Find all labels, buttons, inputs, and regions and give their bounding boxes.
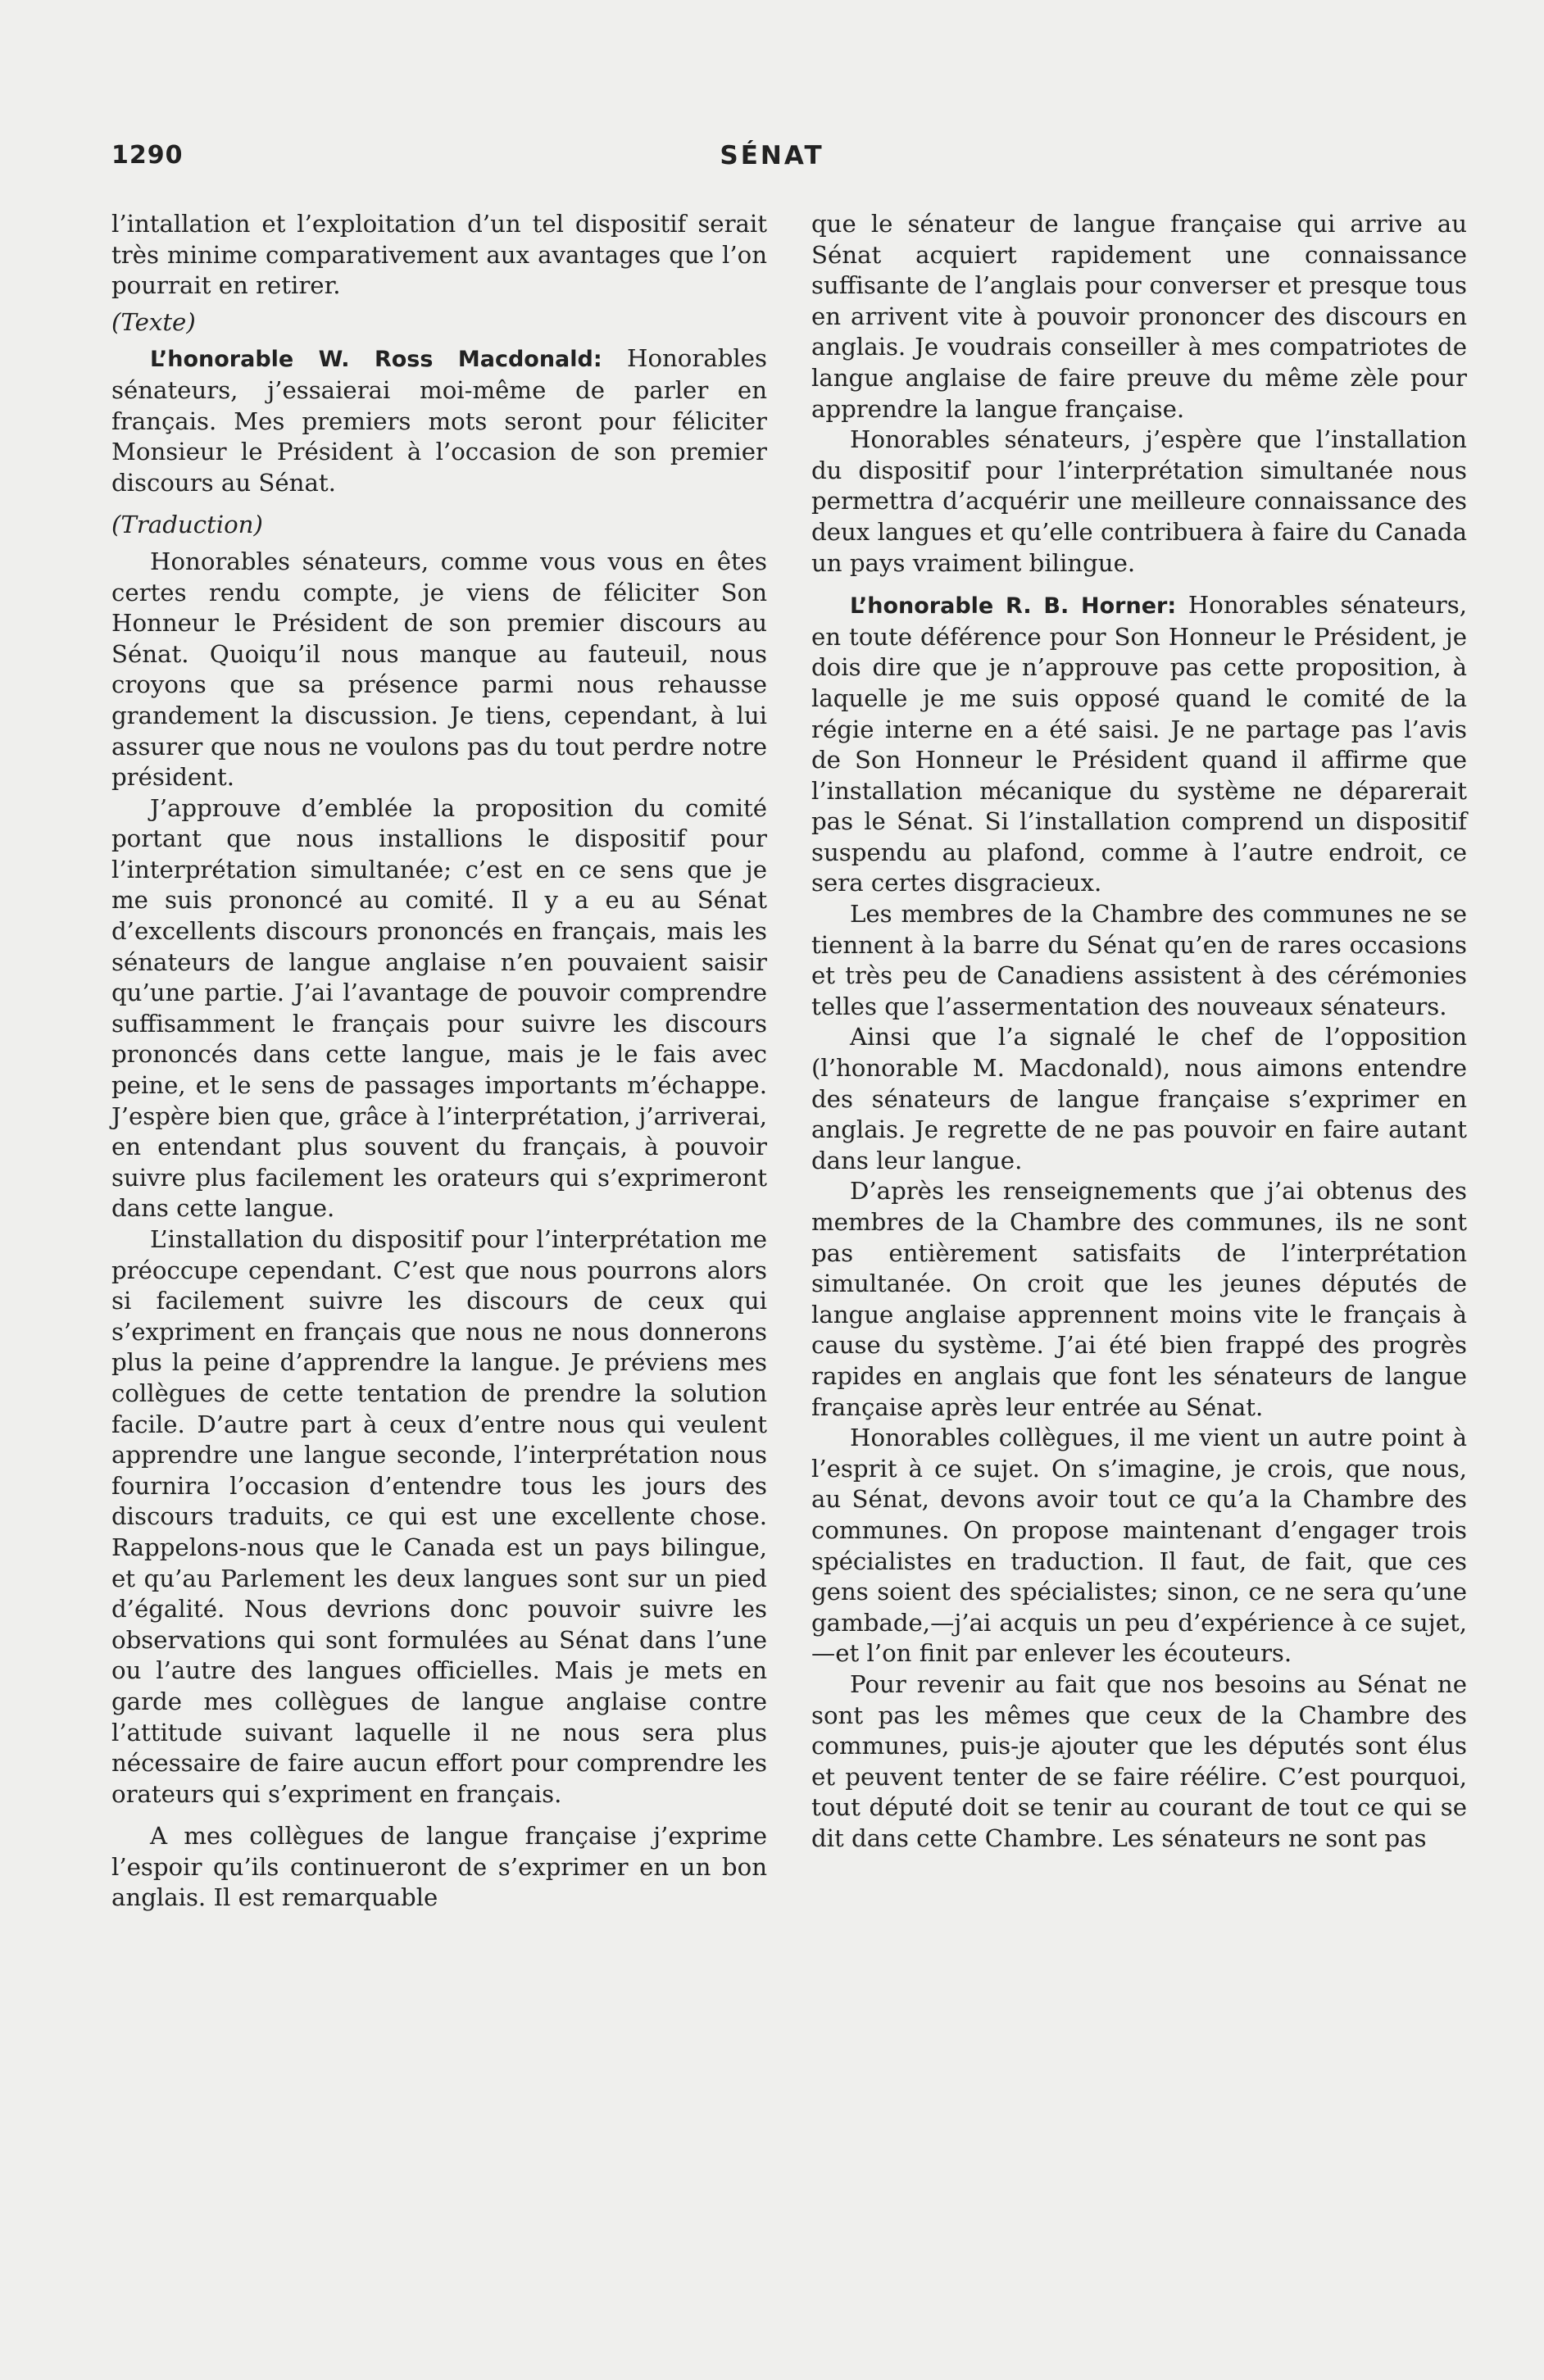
paragraph: que le sénateur de langue française qui arrive au Sénat acquiert rapidement une connaissance suffisante de l’anglais pour converser et presque tous en arrivent vite à pouvoir prononcer des discours en anglais. Je voudrais conseiller à mes compatriotes de langue anglaise de faire preuve du même zèle pour apprendre la langue française. bbox=[811, 210, 1467, 423]
language-marker-texte: (Texte) bbox=[111, 307, 196, 336]
paragraph: Les membres de la Chambre des communes ne se tiennent à la barre du Sénat qu’en de rares occasions et très peu de Canadiens assistent à des cérémonies telles que l’assermentation des nouveaux sénateurs. bbox=[811, 900, 1467, 1020]
paragraph: Pour revenir au fait que nos besoins au Sénat ne sont pas les mêmes que ceux de la Chambre des communes, puis-je ajouter que les députés sont élus et peuvent tenter de se faire réélire. C’est pourquoi, tout député doit se tenir au courant de tout ce qui se dit dans cette Chambre. Les sénateurs ne sont pas bbox=[811, 1669, 1467, 1852]
speech-paragraph bbox=[811, 590, 1467, 899]
page-number: 1290 bbox=[111, 141, 184, 170]
right-column bbox=[811, 209, 1467, 1854]
paragraph: A mes collègues de langue française j’exprime l’espoir qu’ils continueront de s’exprimer en un bon anglais. Il est remarquable bbox=[111, 1822, 767, 1912]
running-head: SÉNAT bbox=[720, 141, 824, 170]
speech-text: Honorables sénateurs, en toute déférence pour Son Honneur le Président, je dois dire que je n’approuve pas cette proposition, à laquelle je me suis opposé quand le comité de la régie interne en a été saisi. Je ne partage pas l’avis de Son Honneur le Président quand il affirme que l’installation mécanique du système ne déparerait pas le Sénat. Si l’installation comprend un dispositif suspendu au plafond, comme à l’autre endroit, ce sera certes disgracieux. bbox=[811, 591, 1467, 897]
paragraph: Ainsi que l’a signalé le chef de l’opposition (l’honorable M. Macdonald), nous aimons entendre des sénateurs de langue française s’exprimer en anglais. Je regrette de ne pas pouvoir en faire autant dans leur langue. bbox=[811, 1023, 1467, 1174]
paragraph: L’installation du dispositif pour l’interprétation me préoccupe cependant. C’est que nous pourrons alors si facilement suivre les discours de ceux qui s’expriment en français que nous ne nous donnerons plus la peine d’apprendre la langue. Je préviens mes collègues de cette tentation de prendre la solution facile. D’autre part à ceux d’entre nous qui veulent apprendre une langue seconde, l’interprétation nous fournira l’occasion d’entendre tous les jours des discours traduits, ce qui est une excellente chose. Rappelons-nous que le Canada est un pays bilingue, et qu’au Parlement les deux langues sont sur un pied d’égalité. Nous devrions donc pouvoir suivre les observations qui sont formulées au Sénat dans l’une ou l’autre des langues officielles. Mais je mets en garde mes collègues de langue anglaise contre l’attitude suivant laquelle il ne nous sera plus nécessaire de faire aucun effort pour comprendre les orateurs qui s’expriment en français. bbox=[111, 1225, 767, 1808]
paragraph: D’après les renseignements que j’ai obtenus des membres de la Chambre des communes, ils ne sont pas entièrement satisfaits de l’interprétation simultanée. On croit que les jeunes députés de langue anglaise apprennent moins vite le français à cause du système. J’ai été bien frappé des progrès rapides en anglais que font les sénateurs de langue française après leur entrée au Sénat. bbox=[811, 1177, 1467, 1421]
language-marker-traduction: (Traduction) bbox=[111, 511, 263, 539]
speech-text: Honorables sénateurs, j’essaierai moi-même de parler en français. Mes premiers mots seront pour féliciter Monsieur le Président à l’occasion de son premier discours au Sénat. bbox=[111, 344, 768, 497]
paragraph: l’intallation et l’exploitation d’un tel dispositif serait très minime comparativement aux avantages que l’on pourrait en retirer. bbox=[111, 210, 767, 300]
left-column bbox=[111, 209, 767, 1914]
page-header bbox=[111, 141, 1433, 182]
paragraph: Honorables sénateurs, comme vous vous en êtes certes rendu compte, je viens de féliciter Son Honneur le Président de son premier discours au Sénat. Quoiqu’il nous manque au fauteuil, nous croyons que sa présence parmi nous rehausse grandement la discussion. Je tiens, cependant, à lui assurer que nous ne voulons pas du tout perdre notre président. bbox=[111, 547, 767, 792]
paragraph: Honorables sénateurs, j’espère que l’installation du dispositif pour l’interprétation simultanée nous permettra d’acquérir une meilleure connaissance des deux langues et qu’elle contribuera à faire du Canada un pays vraiment bilingue. bbox=[811, 425, 1467, 577]
speech-paragraph bbox=[111, 343, 767, 498]
speaker-name: L’honorable W. Ross Macdonald: bbox=[150, 347, 602, 373]
speaker-name: L’honorable R. B. Horner: bbox=[850, 593, 1177, 620]
paragraph: J’approuve d’emblée la proposition du comité portant que nous installions le dispositif pour l’interprétation simultanée; c’est en ce sens que je me suis prononcé au comité. Il y a eu au Sénat d’excellents discours prononcés en français, mais les sénateurs de langue anglaise n’en pouvaient saisir qu’une partie. J’ai l’avantage de pouvoir comprendre suffisamment le français pour suivre les discours prononcés dans cette langue, mais je le fais avec peine, et le sens de passages importants m’échappe. J’espère bien que, grâce à l’interprétation, j’arriverai, en entendant plus souvent du français, à pouvoir suivre plus facilement les orateurs qui s’exprimeront dans cette langue. bbox=[111, 793, 767, 1223]
paragraph: Honorables collègues, il me vient un autre point à l’esprit à ce sujet. On s’imagine, je crois, que nous, au Sénat, devons avoir tout ce qu’a la Chambre des communes. On propose maintenant d’engager trois spécialistes en traduction. Il faut, de fait, que ces gens soient des spécialistes; sinon, ce ne sera qu’une gambade,—j’ai acquis un peu d’expérience à ce sujet,—et l’on finit par enlever les écouteurs. bbox=[811, 1424, 1467, 1668]
